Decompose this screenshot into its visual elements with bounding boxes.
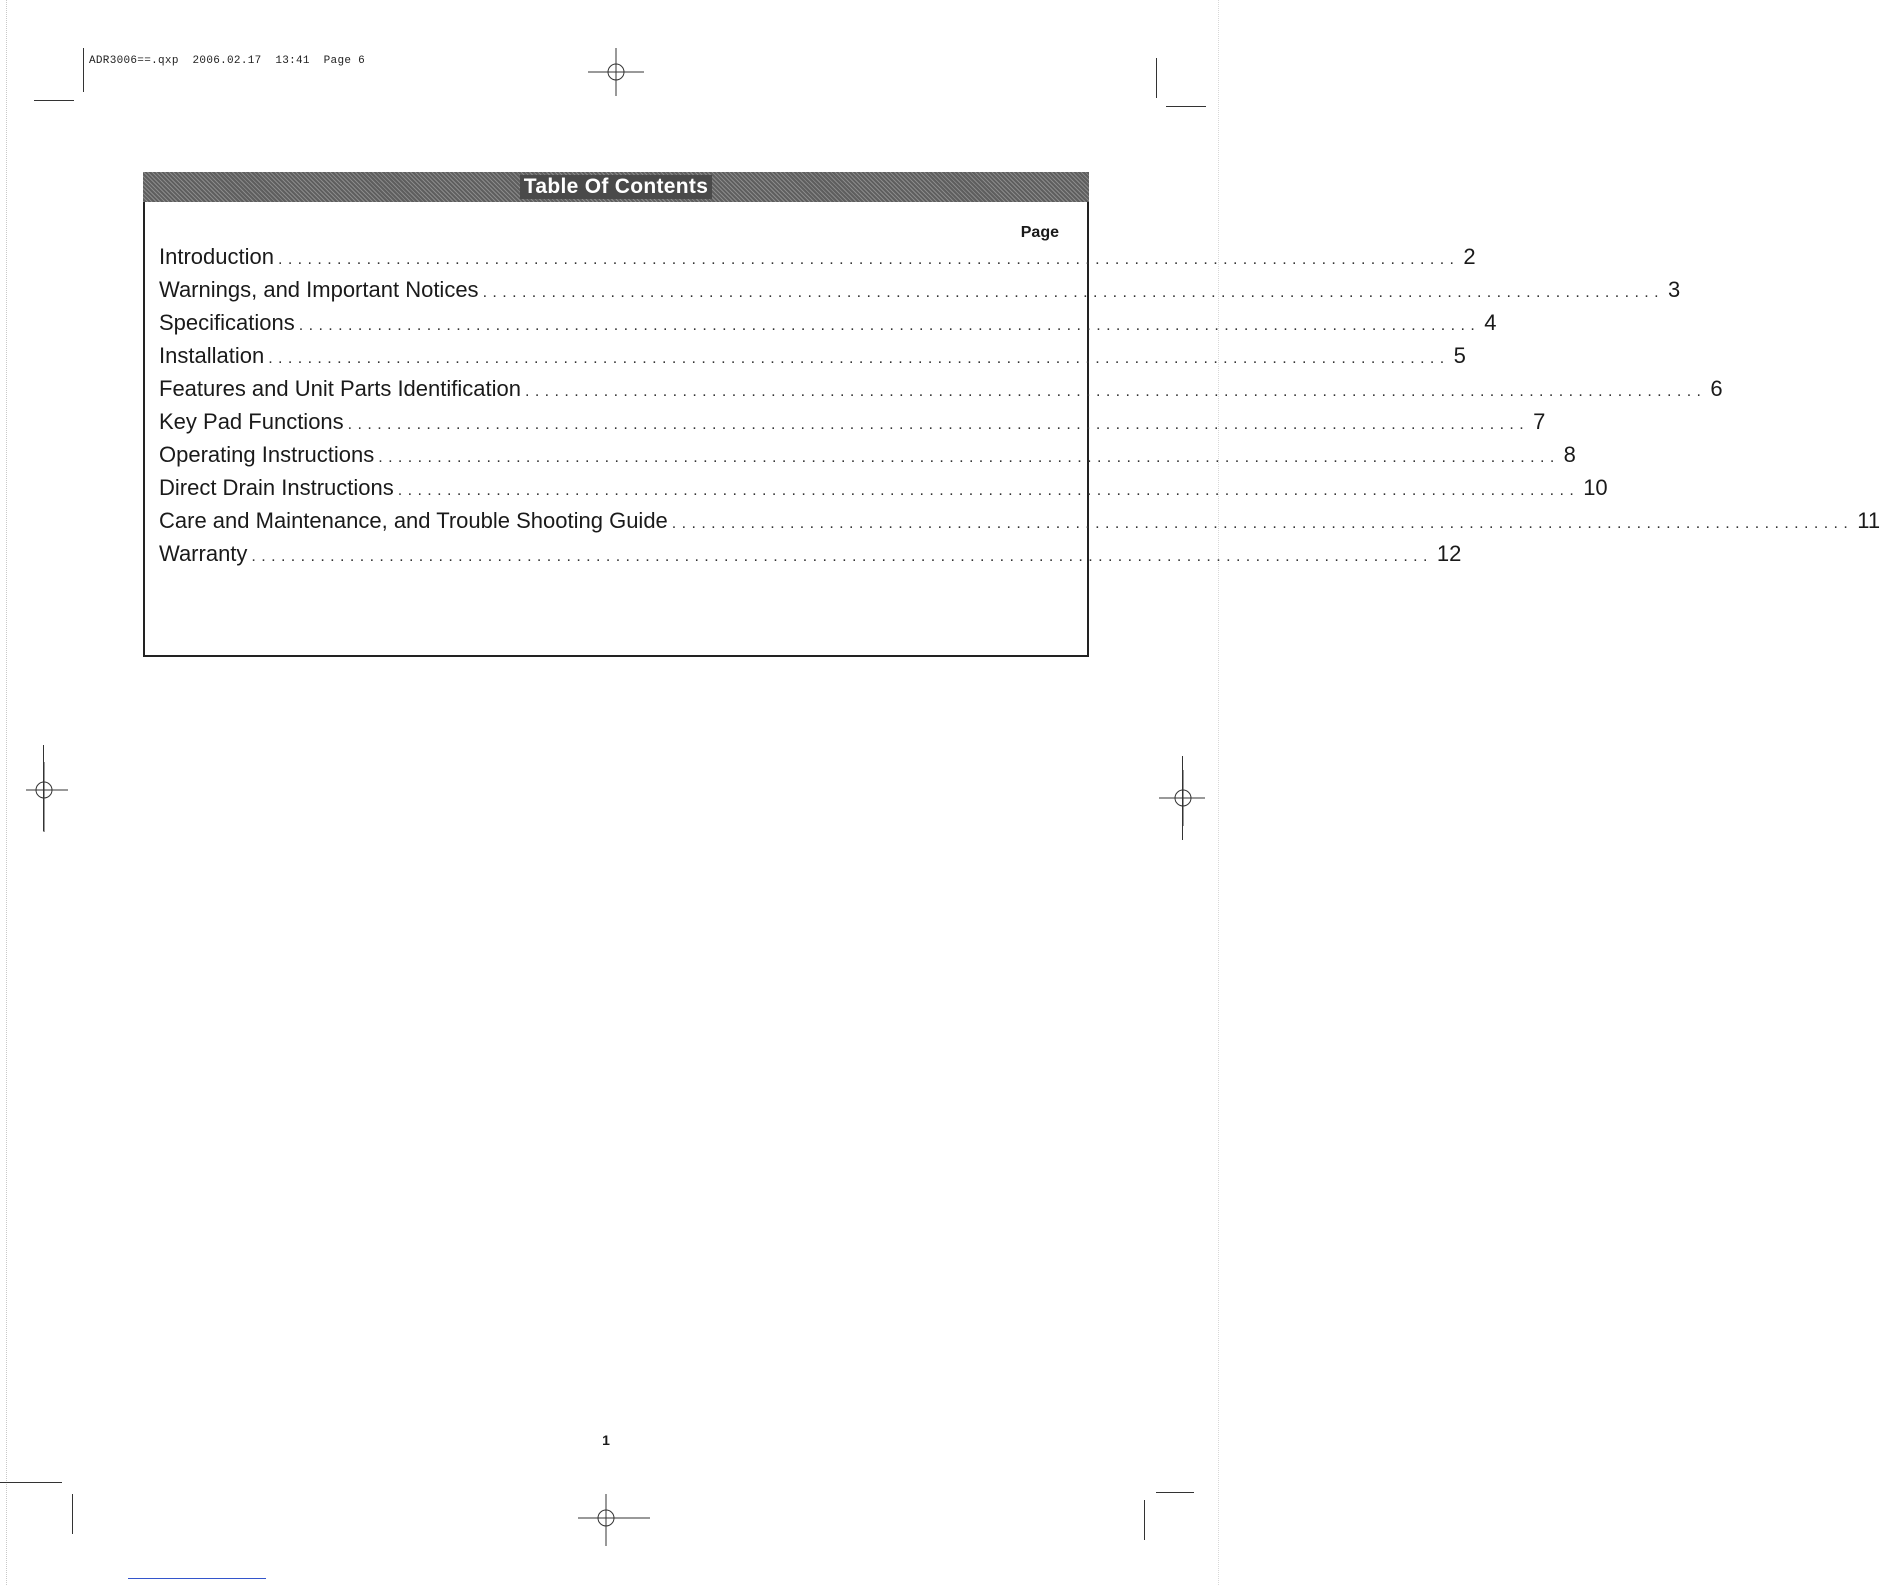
crop-mark-top-right-vertical xyxy=(1156,58,1157,98)
toc-entry-page: 10 xyxy=(1583,475,1608,500)
toc-entry[interactable] xyxy=(159,376,1723,409)
crop-mark-top-left-horizontal xyxy=(34,100,74,101)
registration-mark-left xyxy=(16,762,72,818)
dot-leader: ........................................................................................................................ xyxy=(277,251,1460,268)
toc-entry[interactable] xyxy=(159,442,1576,475)
toc-entry[interactable] xyxy=(159,277,1681,310)
crop-mark-bottom-left-vertical xyxy=(72,1494,73,1534)
registration-mark-right xyxy=(1155,770,1211,826)
toc-entry-title: Introduction xyxy=(159,244,274,269)
toc-entry[interactable] xyxy=(159,310,1497,343)
toc-list xyxy=(159,244,1880,574)
registration-mark-top xyxy=(588,44,644,100)
print-slug: ADR3006==.qxp 2006.02.17 13:41 Page 6 xyxy=(89,55,366,67)
toc-entry-page: 7 xyxy=(1533,409,1546,434)
table-of-contents xyxy=(143,172,1880,657)
registration-mark-right-stem xyxy=(1182,756,1183,840)
toc-entry-title: Specifications xyxy=(159,310,295,335)
toc-heading: Table Of Contents xyxy=(520,175,712,199)
page-column-label: Page xyxy=(1020,224,1059,241)
toc-entry[interactable] xyxy=(159,541,1462,574)
toc-entry-page: 5 xyxy=(1453,343,1466,368)
page-number: 1 xyxy=(602,1432,610,1448)
toc-entry-page: 6 xyxy=(1710,376,1723,401)
dot-leader: ........................................................................................................................ xyxy=(268,350,1450,367)
toc-entry-title: Warnings, and Important Notices xyxy=(159,277,479,302)
dot-leader: ........................................................................................................................ xyxy=(482,284,1664,301)
toc-entry-page: 2 xyxy=(1463,244,1476,269)
scan-link-underline xyxy=(128,1578,266,1579)
toc-entry[interactable] xyxy=(159,244,1476,277)
toc-entry[interactable] xyxy=(159,343,1466,376)
registration-mark-left-stem xyxy=(43,745,44,831)
crop-mark-bottom-right-horizontal xyxy=(1156,1492,1194,1493)
toc-entry-page: 4 xyxy=(1484,310,1497,335)
toc-entry-title: Installation xyxy=(159,343,265,368)
toc-entry-title: Warranty xyxy=(159,541,248,566)
toc-entry-title: Key Pad Functions xyxy=(159,409,344,434)
registration-mark-bottom xyxy=(578,1490,634,1546)
crop-mark-top-right-horizontal xyxy=(1166,106,1206,107)
toc-entry-title: Direct Drain Instructions xyxy=(159,475,394,500)
toc-entry[interactable] xyxy=(159,409,1546,442)
toc-entry-title: Care and Maintenance, and Trouble Shooting Guide xyxy=(159,508,668,533)
toc-header-bar xyxy=(143,172,1089,202)
toc-entry-page: 8 xyxy=(1563,442,1576,467)
toc-entry-title: Operating Instructions xyxy=(159,442,375,467)
toc-entry-page: 12 xyxy=(1436,541,1462,566)
toc-entry-page: 11 xyxy=(1857,508,1880,533)
crop-mark-bottom-left-horizontal xyxy=(0,1482,62,1483)
dot-leader: ........................................................................................................................ xyxy=(671,515,1854,532)
toc-entry[interactable] xyxy=(159,475,1608,508)
right-scan-edge xyxy=(1218,0,1225,1585)
crop-mark-bottom-right-vertical xyxy=(1144,1500,1145,1540)
crop-mark-top-left-vertical xyxy=(83,48,84,92)
toc-entry[interactable] xyxy=(159,508,1880,541)
dot-leader: ........................................................................................................................ xyxy=(347,416,1530,433)
toc-entry-title: Features and Unit Parts Identification xyxy=(159,376,521,401)
dot-leader: ........................................................................................................................ xyxy=(524,383,1707,400)
left-scan-edge xyxy=(0,0,7,1585)
dot-leader: ........................................................................................................................ xyxy=(251,548,1433,565)
dot-leader: ........................................................................................................................ xyxy=(298,317,1481,334)
dot-leader: ........................................................................................................................ xyxy=(378,449,1560,466)
dot-leader: ........................................................................................................................ xyxy=(397,482,1580,499)
toc-entry-page: 3 xyxy=(1668,277,1681,302)
